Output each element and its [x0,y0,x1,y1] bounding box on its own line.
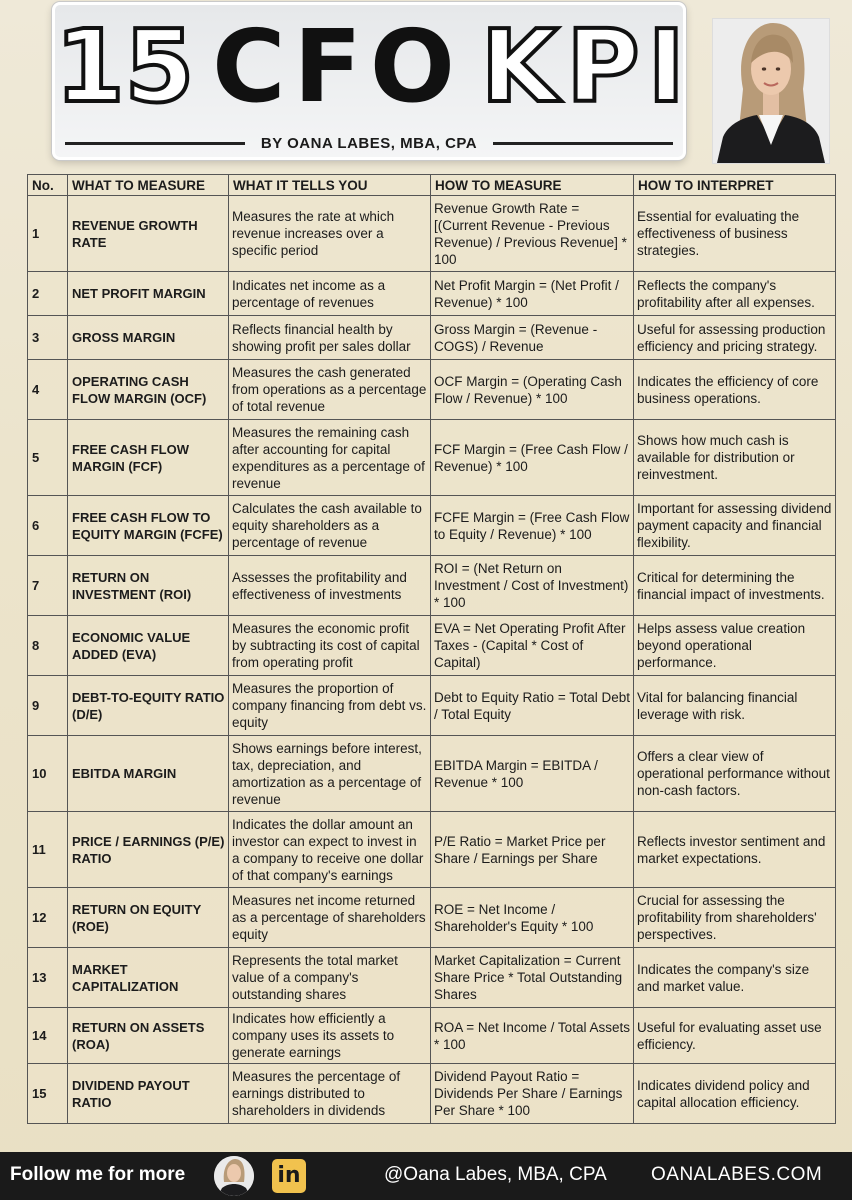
table-row [28,272,836,316]
title-letters: CFO [212,8,463,125]
kpi-how-to-measure: Market Capitalization = Current Share Price * Total Outstanding Shares [431,948,634,1008]
kpi-how-to-measure: OCF Margin = (Operating Cash Flow / Revenue) * 100 [431,360,634,420]
kpi-what-it-tells-you: Measures the remaining cash after accounting for capital expenditures as a percentage of revenue [229,420,431,496]
kpi-what-it-tells-you: Calculates the cash available to equity shareholders as a percentage of revenue [229,496,431,556]
kpi-number: 8 [28,616,68,676]
kpi-what-it-tells-you: Assesses the profitability and effectiveness of investments [229,556,431,616]
kpi-how-to-interpret: Offers a clear view of operational performance without non-cash factors. [634,736,836,812]
kpi-what-to-measure: RETURN ON EQUITY (ROE) [68,888,229,948]
kpi-how-to-interpret: Useful for evaluating asset use efficiency. [634,1008,836,1064]
table-row [28,812,836,888]
kpi-number: 2 [28,272,68,316]
kpi-what-to-measure: ECONOMIC VALUE ADDED (EVA) [68,616,229,676]
title-card [52,2,693,160]
kpi-number: 5 [28,420,68,496]
table-row [28,196,836,272]
title-number: 15 [55,8,195,125]
kpi-what-it-tells-you: Measures the rate at which revenue increases over a specific period [229,196,431,272]
kpi-number: 7 [28,556,68,616]
kpi-what-to-measure: DEBT-TO-EQUITY RATIO (D/E) [68,676,229,736]
kpi-how-to-measure: Gross Margin = (Revenue - COGS) / Revenue [431,316,634,360]
table-row [28,316,836,360]
kpi-table [27,174,836,1124]
table-row [28,360,836,420]
kpi-what-it-tells-you: Measures the cash generated from operations as a percentage of total revenue [229,360,431,420]
kpi-how-to-measure: Dividend Payout Ratio = Dividends Per Share / Earnings Per Share * 100 [431,1064,634,1124]
table-header-row [28,175,836,196]
footer-avatar[interactable] [214,1156,254,1196]
kpi-how-to-measure: ROE = Net Income / Shareholder's Equity * 100 [431,888,634,948]
linkedin-icon[interactable]: in [272,1159,306,1193]
kpi-what-to-measure: OPERATING CASH FLOW MARGIN (OCF) [68,360,229,420]
kpi-number: 11 [28,812,68,888]
table-row [28,1008,836,1064]
table-body [28,196,836,1124]
table-row [28,888,836,948]
kpi-how-to-measure: ROI = (Net Return on Investment / Cost of Investment) * 100 [431,556,634,616]
table-row [28,556,836,616]
kpi-how-to-interpret: Helps assess value creation beyond operational performance. [634,616,836,676]
kpi-how-to-interpret: Indicates dividend policy and capital allocation efficiency. [634,1064,836,1124]
kpi-number: 1 [28,196,68,272]
follow-text: Follow me for more [10,1164,186,1185]
kpi-number: 10 [28,736,68,812]
kpi-what-to-measure: FREE CASH FLOW MARGIN (FCF) [68,420,229,496]
kpi-what-to-measure: REVENUE GROWTH RATE [68,196,229,272]
kpi-what-it-tells-you: Measures the percentage of earnings distributed to shareholders in dividends [229,1064,431,1124]
author-portrait [712,18,830,164]
table-row [28,616,836,676]
kpi-what-to-measure: FREE CASH FLOW TO EQUITY MARGIN (FCFE) [68,496,229,556]
footer-bar [0,1152,852,1200]
kpi-how-to-measure: Revenue Growth Rate = [(Current Revenue - Previous Revenue) / Previous Revenue] * 100 [431,196,634,272]
kpi-number: 12 [28,888,68,948]
kpi-what-it-tells-you: Shows earnings before interest, tax, depreciation, and amortization as a percentage of revenue [229,736,431,812]
kpi-how-to-interpret: Indicates the efficiency of core business operations. [634,360,836,420]
table-row [28,420,836,496]
kpi-what-to-measure: GROSS MARGIN [68,316,229,360]
avatar-illustration [214,1156,254,1196]
kpi-what-to-measure: MARKET CAPITALIZATION [68,948,229,1008]
kpi-how-to-interpret: Indicates the company's size and market value. [634,948,836,1008]
divider-left [65,142,245,145]
table-row [28,676,836,736]
kpi-what-it-tells-you: Measures the proportion of company financing from debt vs. equity [229,676,431,736]
kpi-what-to-measure: DIVIDEND PAYOUT RATIO [68,1064,229,1124]
page-title [55,8,693,125]
author-handle[interactable]: @Oana Labes, MBA, CPA [384,1164,607,1185]
kpi-how-to-interpret: Crucial for assessing the profitability from shareholders' perspectives. [634,888,836,948]
kpi-table-wrapper [27,174,835,1124]
kpi-how-to-measure: Debt to Equity Ratio = Total Debt / Total Equity [431,676,634,736]
kpi-how-to-measure: EVA = Net Operating Profit After Taxes - (Capital * Cost of Capital) [431,616,634,676]
kpi-how-to-interpret: Shows how much cash is available for distribution or reinvestment. [634,420,836,496]
kpi-what-to-measure: RETURN ON INVESTMENT (ROI) [68,556,229,616]
kpi-number: 9 [28,676,68,736]
table-row [28,1064,836,1124]
kpi-what-it-tells-you: Measures net income returned as a percentage of shareholders equity [229,888,431,948]
kpi-number: 14 [28,1008,68,1064]
kpi-how-to-interpret: Reflects investor sentiment and market expectations. [634,812,836,888]
kpi-what-to-measure: NET PROFIT MARGIN [68,272,229,316]
kpi-number: 13 [28,948,68,1008]
kpi-how-to-interpret: Essential for evaluating the effectiveness of business strategies. [634,196,836,272]
kpi-what-to-measure: EBITDA MARGIN [68,736,229,812]
portrait-illustration [713,19,829,163]
divider-right [493,142,673,145]
kpi-how-to-measure: P/E Ratio = Market Price per Share / Earnings per Share [431,812,634,888]
kpi-what-it-tells-you: Indicates the dollar amount an investor can expect to invest in a company to receive one dollar of that company's earnings [229,812,431,888]
table-row [28,496,836,556]
kpi-how-to-interpret: Reflects the company's profitability after all expenses. [634,272,836,316]
kpi-how-to-interpret: Vital for balancing financial leverage with risk. [634,676,836,736]
kpi-how-to-measure: FCF Margin = (Free Cash Flow / Revenue) * 100 [431,420,634,496]
kpi-what-it-tells-you: Indicates how efficiently a company uses its assets to generate earnings [229,1008,431,1064]
table-row [28,736,836,812]
col-header-how-to-measure: HOW TO MEASURE [431,175,634,196]
website-link[interactable]: OANALABES.COM [651,1164,823,1185]
kpi-number: 6 [28,496,68,556]
kpi-how-to-measure: ROA = Net Income / Total Assets * 100 [431,1008,634,1064]
col-header-what-to-measure: WHAT TO MEASURE [68,175,229,196]
table-row [28,948,836,1008]
kpi-number: 4 [28,360,68,420]
kpi-number: 3 [28,316,68,360]
kpi-what-it-tells-you: Reflects financial health by showing profit per sales dollar [229,316,431,360]
byline-row [65,133,673,153]
kpi-what-it-tells-you: Indicates net income as a percentage of revenues [229,272,431,316]
kpi-what-it-tells-you: Measures the economic profit by subtracting its cost of capital from operating profit [229,616,431,676]
kpi-how-to-measure: Net Profit Margin = (Net Profit / Revenue) * 100 [431,272,634,316]
kpi-how-to-interpret: Critical for determining the financial impact of investments. [634,556,836,616]
kpi-how-to-measure: EBITDA Margin = EBITDA / Revenue * 100 [431,736,634,812]
kpi-what-to-measure: RETURN ON ASSETS (ROA) [68,1008,229,1064]
kpi-how-to-measure: FCFE Margin = (Free Cash Flow to Equity / Revenue) * 100 [431,496,634,556]
kpi-what-it-tells-you: Represents the total market value of a company's outstanding shares [229,948,431,1008]
col-header-no: No. [28,175,68,196]
kpi-what-to-measure: PRICE / EARNINGS (P/E) RATIO [68,812,229,888]
kpi-how-to-interpret: Useful for assessing production efficiency and pricing strategy. [634,316,836,360]
kpi-how-to-interpret: Important for assessing dividend payment capacity and financial flexibility. [634,496,836,556]
kpi-number: 15 [28,1064,68,1124]
title-kpi: KPI [480,8,693,125]
col-header-what-it-tells-you: WHAT IT TELLS YOU [229,175,431,196]
byline: BY OANA LABES, MBA, CPA [260,134,478,152]
col-header-how-to-interpret: HOW TO INTERPRET [634,175,836,196]
